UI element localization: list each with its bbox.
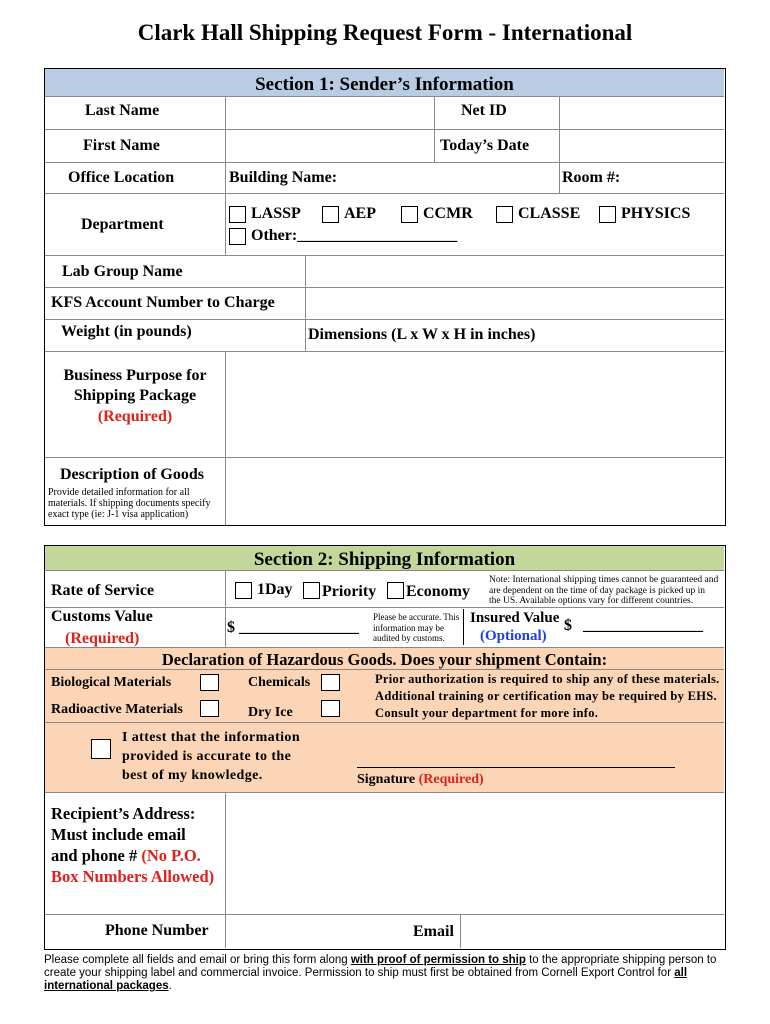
footer-link-international: all international packages xyxy=(44,967,688,992)
insured-value-label: Insured Value xyxy=(470,610,560,626)
recipient-address-field[interactable] xyxy=(227,794,723,913)
dry-ice-label: Dry Ice xyxy=(248,705,293,720)
lab-group-field[interactable] xyxy=(307,257,723,286)
customs-value-required: (Required) xyxy=(65,630,140,647)
dry-ice-checkbox[interactable] xyxy=(321,700,340,717)
chemicals-checkbox[interactable] xyxy=(321,674,340,691)
rate-note: Note: International shipping times cannot be guaranteed and are dependent on the time of day package is picked up in the US. Available options vary for different countries. xyxy=(489,575,719,606)
classe-checkbox[interactable] xyxy=(496,206,513,223)
aep-label: AEP xyxy=(344,205,376,222)
description-label: Description of Goods xyxy=(60,466,204,483)
recipient-line-3 xyxy=(51,846,201,866)
description-note: Provide detailed information for all materials. If shipping documents specify exact type (ie: J-1 visa application) xyxy=(48,487,211,520)
signature-line[interactable] xyxy=(357,767,675,768)
footer-text-3: . xyxy=(168,980,172,992)
footer-note xyxy=(44,954,726,993)
phone-label: Phone Number xyxy=(105,922,209,939)
classe-label: CLASSE xyxy=(518,205,581,222)
accuracy-note: Please be accurate. This information may be audited by customs. xyxy=(373,612,460,643)
recipient-line-2: Must include email xyxy=(51,825,186,844)
biological-checkbox[interactable] xyxy=(200,674,219,691)
description-field[interactable] xyxy=(227,459,723,523)
todays-date-label: Today’s Date xyxy=(440,137,530,154)
kfs-label: KFS Account Number to Charge xyxy=(51,294,275,311)
section2-table xyxy=(44,545,726,950)
lab-group-label: Lab Group Name xyxy=(62,263,183,280)
1day-label: 1Day xyxy=(257,581,293,598)
section1-table xyxy=(44,68,726,526)
net-id-label: Net ID xyxy=(461,102,507,119)
last-name-label: Last Name xyxy=(85,102,160,119)
recipient-red-2: Box Numbers Allowed) xyxy=(51,867,215,886)
recipient-phone-text: and phone # xyxy=(51,846,138,865)
radioactive-label: Radioactive Materials xyxy=(51,702,183,717)
business-purpose-label-2: Shipping Package xyxy=(73,387,197,404)
attest-line-1: I attest that the information xyxy=(122,730,301,745)
prior-auth-note: Prior authorization is required to ship any of these materials. Additional training or certification may be required by EHS. Consult your department for more info. xyxy=(375,672,720,720)
hazard-header: Declaration of Hazardous Goods. Does your shipment Contain: xyxy=(161,650,608,669)
insured-dollar: $ xyxy=(564,617,572,634)
aep-checkbox[interactable] xyxy=(322,206,339,223)
chemicals-label: Chemicals xyxy=(248,675,311,690)
business-purpose-label-1: Business Purpose for xyxy=(63,367,207,384)
footer-text-1: Please complete all fields and email or bring this form along xyxy=(44,954,351,966)
recipient-red-1: (No P.O. xyxy=(141,846,201,865)
dimensions-label: Dimensions (L x W x H in inches) xyxy=(308,326,536,343)
recipient-line-1: Recipient’s Address: xyxy=(51,804,196,823)
kfs-field[interactable] xyxy=(307,289,723,318)
room-label: Room #: xyxy=(562,169,621,186)
email-field[interactable] xyxy=(462,916,723,947)
first-name-label: First Name xyxy=(83,137,160,154)
other-checkbox[interactable] xyxy=(229,228,246,245)
section1-header-text: Section 1: Sender’s Information xyxy=(255,74,514,95)
biological-label: Biological Materials xyxy=(51,675,172,690)
building-name-label: Building Name: xyxy=(229,169,338,186)
todays-date-field[interactable] xyxy=(561,131,723,161)
last-name-field[interactable] xyxy=(227,99,432,128)
attest-line-3: best of my knowledge. xyxy=(122,768,263,783)
department-label: Department xyxy=(81,216,164,233)
email-label: Email xyxy=(413,923,454,940)
priority-checkbox[interactable] xyxy=(303,582,320,599)
insured-optional: (Optional) xyxy=(480,628,547,644)
dimensions-field[interactable] xyxy=(563,321,723,350)
signature-required: (Required) xyxy=(418,772,484,787)
customs-dollar-field[interactable]: $ _______________ xyxy=(227,619,359,636)
weight-label: Weight (in pounds) xyxy=(61,323,192,340)
ccmr-label: CCMR xyxy=(423,205,473,222)
attest-checkbox[interactable] xyxy=(91,739,111,759)
footer-text-2: to the appropriate shipping person to create your shipping label and commercial invoice. Permission to ship must first be obtained from Cornell Export Control for xyxy=(44,954,717,979)
customs-value-label: Customs Value xyxy=(51,608,153,625)
signature-label xyxy=(357,772,484,788)
form-title: Clark Hall Shipping Request Form - International xyxy=(137,20,633,45)
footer-link-permission: with proof of permission to ship xyxy=(350,954,526,966)
lassp-label: LASSP xyxy=(251,205,301,222)
business-purpose-required: (Required) xyxy=(97,408,173,425)
physics-label: PHYSICS xyxy=(621,205,691,222)
room-field[interactable] xyxy=(625,164,723,192)
attest-line-2: provided is accurate to the xyxy=(122,749,292,764)
rate-of-service-label: Rate of Service xyxy=(51,582,155,599)
1day-checkbox[interactable] xyxy=(235,582,252,599)
other-label[interactable]: Other:____________________ xyxy=(251,227,458,244)
signature-text: Signature xyxy=(357,772,416,787)
ccmr-checkbox[interactable] xyxy=(401,206,418,223)
first-name-field[interactable] xyxy=(227,131,432,161)
business-purpose-field[interactable] xyxy=(227,353,723,456)
radioactive-checkbox[interactable] xyxy=(200,700,219,717)
physics-checkbox[interactable] xyxy=(599,206,616,223)
economy-label: Economy xyxy=(406,583,470,600)
lassp-checkbox[interactable] xyxy=(229,206,246,223)
priority-label: Priority xyxy=(322,583,377,600)
weight-field[interactable] xyxy=(227,321,303,350)
economy-checkbox[interactable] xyxy=(387,582,404,599)
building-name-field[interactable] xyxy=(345,164,557,192)
insured-value-field[interactable]: _______________ xyxy=(583,617,703,634)
office-location-label: Office Location xyxy=(68,169,175,186)
net-id-field[interactable] xyxy=(561,99,723,128)
section2-header-text: Section 2: Shipping Information xyxy=(253,549,516,570)
